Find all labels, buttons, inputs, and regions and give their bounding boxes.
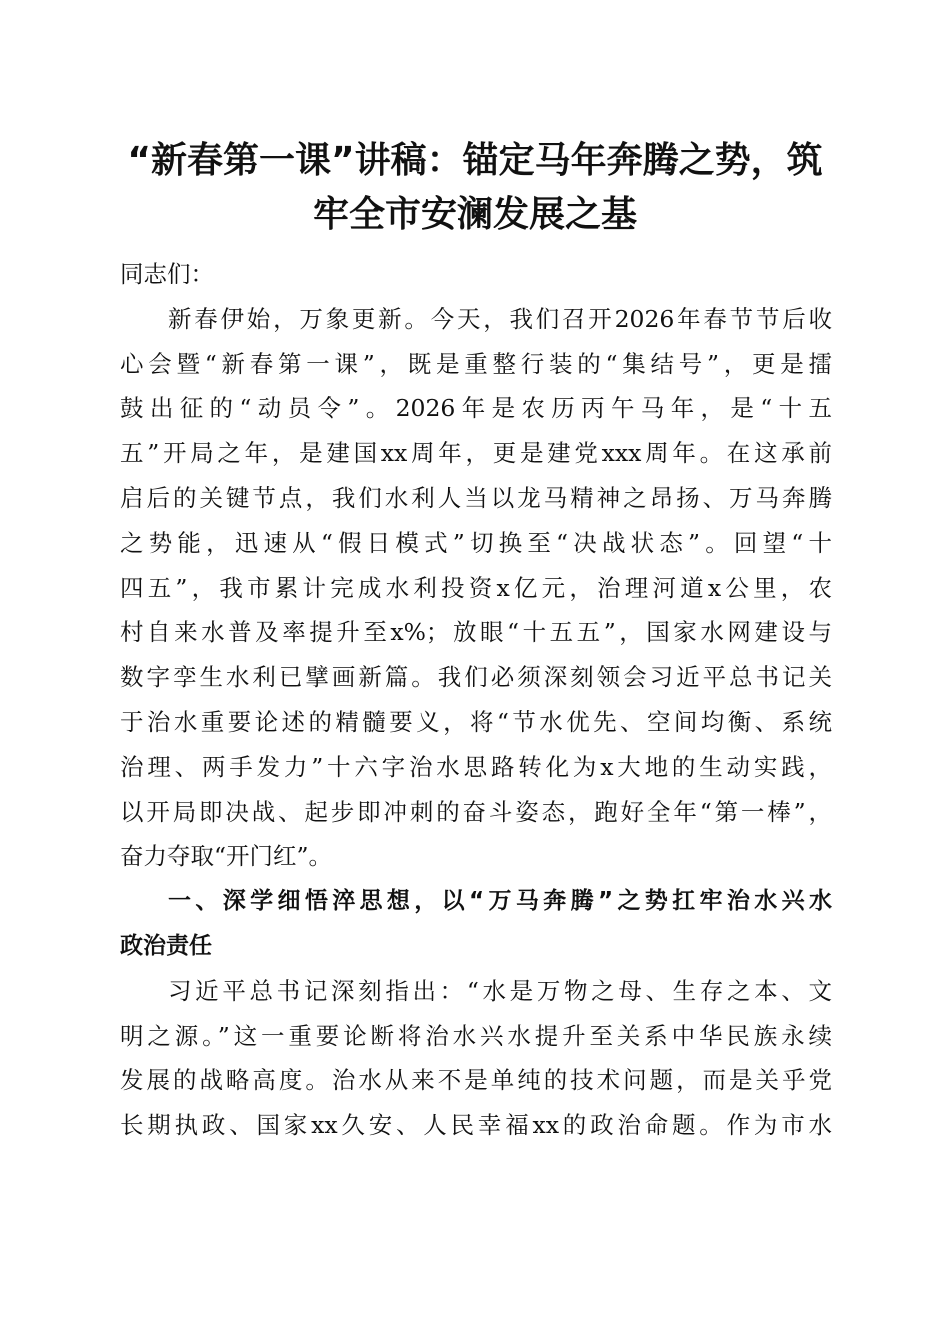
heading-line: 政治责任 <box>120 932 212 959</box>
text-line: 数字孪生水利已擘画新篇。我们必须深刻领会习近平总书记关 <box>120 663 832 692</box>
text-line: 奋力夺取“开门红”。 <box>120 842 333 871</box>
title-line: 牢全市安澜发展之基 <box>312 194 637 235</box>
paragraph-section-1 <box>120 969 832 1148</box>
text-line: 启后的关键节点，我们水利人当以龙马精神之昂扬、万马奔腾 <box>120 483 832 512</box>
text-line: 治理、两手发力”十六字治水思路转化为x大地的生动实践， <box>120 752 832 781</box>
text-line: 习近平总书记深刻指出：“水是万物之母、生存之本、文 <box>168 976 832 1005</box>
text-line: 四五”，我市累计完成水利投资x亿元，治理河道x公里，农 <box>120 573 832 602</box>
text-line: 以开局即决战、起步即冲刺的奋斗姿态，跑好全年“第一棒”， <box>120 797 832 826</box>
document-title <box>110 134 840 242</box>
text-line: 明之源。”这一重要论断将治水兴水提升至关系中华民族永续 <box>120 1021 832 1050</box>
heading-line: 一、深学细悟淬思想，以“万马奔腾”之势扛牢治水兴水 <box>168 888 832 915</box>
text-line: 发展的战略高度。治水从来不是单纯的技术问题，而是关乎党 <box>120 1066 832 1095</box>
greeting: 同志们： <box>120 260 214 288</box>
text-line: 五”开局之年，是建国xx周年，更是建党xxx周年。在这承前 <box>120 439 832 468</box>
text-line: 村自来水普及率提升至x%；放眼“十五五”，国家水网建设与 <box>120 618 832 647</box>
text-line: 心会暨“新春第一课”，既是重整行装的“集结号”，更是擂 <box>120 349 832 378</box>
title-line: “新春第一课”讲稿：锚定马年奔腾之势，筑 <box>127 140 823 181</box>
text-line: 新春伊始，万象更新。今天，我们召开2026年春节节后收 <box>168 304 832 333</box>
text-line: 鼓出征的“动员令”。2026年是农历丙午马年，是“十五 <box>120 394 832 423</box>
paragraph-intro <box>120 297 832 879</box>
document-body <box>120 252 832 1148</box>
text-line: 之势能，迅速从“假日模式”切换至“决战状态”。回望“十 <box>120 528 832 557</box>
text-line: 于治水重要论述的精髓要义，将“节水优先、空间均衡、系统 <box>120 707 832 736</box>
section-heading-1 <box>120 879 832 969</box>
text-line: 长期执政、国家xx久安、人民幸福xx的政治命题。作为市水 <box>120 1111 832 1140</box>
